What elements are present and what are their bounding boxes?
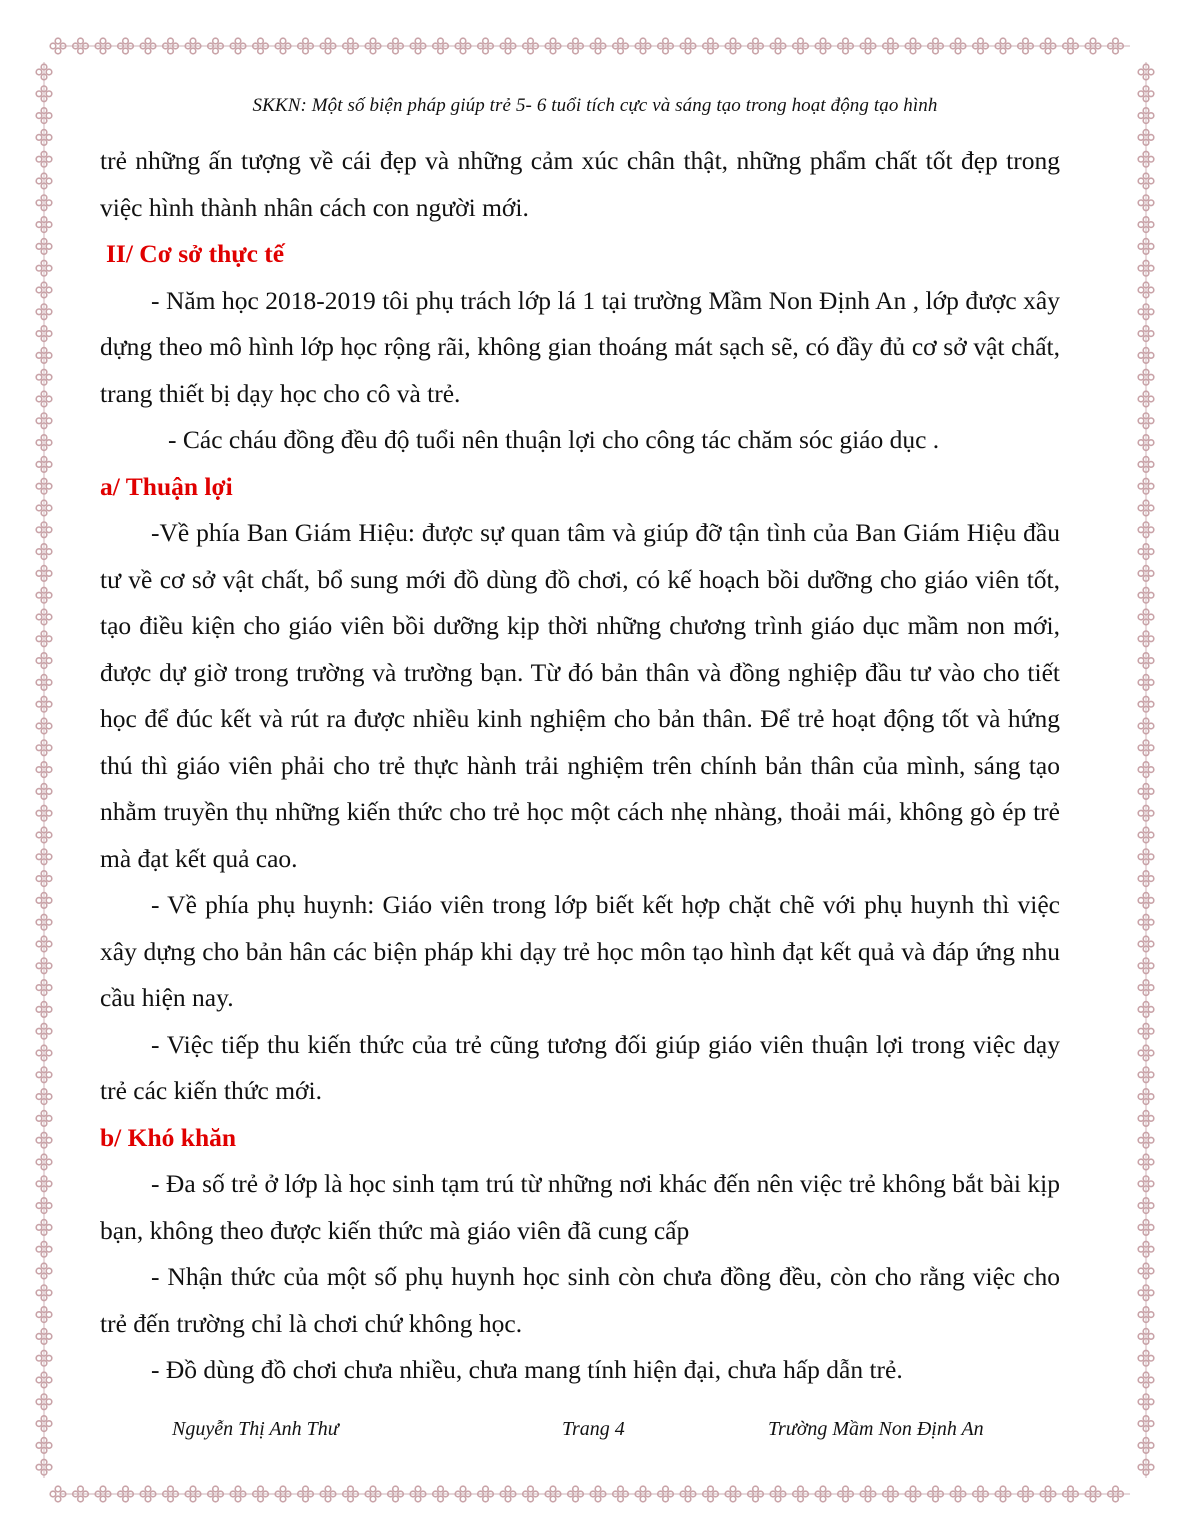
border-motif: [1138, 151, 1154, 167]
border-motif: [905, 1486, 921, 1502]
border-motif: [928, 38, 944, 54]
border-motif: [1138, 1176, 1154, 1192]
border-motif: [523, 38, 539, 54]
border-motif: [36, 173, 52, 189]
border-motif: [73, 1486, 89, 1502]
border-motif: [36, 86, 52, 102]
border-motif: [410, 1486, 426, 1502]
border-motif: [95, 1486, 111, 1502]
context-paragraph: - Các cháu đồng đều độ tuổi nên thuận lợi cho công tác chăm sóc giáo dục .: [168, 425, 940, 454]
border-motif: [36, 282, 52, 298]
advantage-paragraph: - Về phía phụ huynh: Giáo viên trong lớp biết kết hợp chặt chẽ với phụ huynh thì việc xây dựng cho bản hân các biện pháp khi dạy trẻ học môn tạo hình đạt kết quả và đáp ứng nhu cầu hiện nay.: [100, 890, 1060, 1012]
border-motif: [36, 1350, 52, 1366]
border-motif: [1138, 173, 1154, 189]
border-motif: [36, 217, 52, 233]
border-motif: [36, 1241, 52, 1257]
border-motif: [36, 391, 52, 407]
border-motif: [905, 38, 921, 54]
border-motif: [860, 1486, 876, 1502]
border-motif: [1138, 457, 1154, 473]
border-motif: [230, 38, 246, 54]
border-motif: [230, 1486, 246, 1502]
border-motif: [1138, 1198, 1154, 1214]
border-motif: [1138, 958, 1154, 974]
border-motif: [1138, 566, 1154, 582]
border-motif: [1138, 544, 1154, 560]
border-motif: [1138, 413, 1154, 429]
difficulty-paragraph: - Đa số trẻ ở lớp là học sinh tạm trú từ những nơi khác đến nên việc trẻ không bắt bài kịp bạn, không theo được kiến thức mà giáo viên đã cung cấp: [100, 1169, 1060, 1245]
border-motif: [36, 1176, 52, 1192]
border-motif: [36, 784, 52, 800]
border-motif: [815, 1486, 831, 1502]
border-motif: [1138, 914, 1154, 930]
border-motif: [703, 38, 719, 54]
border-motif: [658, 38, 674, 54]
border-motif: [1138, 1154, 1154, 1170]
border-motif: [1138, 587, 1154, 603]
border-motif: [1138, 631, 1154, 647]
border-motif: [36, 522, 52, 538]
border-motif: [36, 1045, 52, 1061]
border-motif: [388, 1486, 404, 1502]
border-motif: [1138, 1220, 1154, 1236]
section-title: II/ Cơ sở thực tế: [106, 239, 285, 268]
border-motif: [36, 130, 52, 146]
border-motif: [36, 1372, 52, 1388]
border-motif: [1138, 1023, 1154, 1039]
border-motif: [883, 1486, 899, 1502]
document-body: [100, 138, 1060, 1394]
border-motif: [950, 1486, 966, 1502]
border-motif: [1138, 871, 1154, 887]
border-motif: [725, 38, 741, 54]
border-motif: [163, 38, 179, 54]
border-motif: [1138, 1459, 1154, 1475]
border-motif: [703, 1486, 719, 1502]
border-motif: [36, 1329, 52, 1345]
border-motif: [36, 653, 52, 669]
border-motif: [36, 544, 52, 560]
border-motif: [973, 1486, 989, 1502]
border-motif: [725, 1486, 741, 1502]
border-motif: [1040, 1486, 1056, 1502]
border-motif: [1138, 718, 1154, 734]
advantage-paragraph: -Về phía Ban Giám Hiệu: được sự quan tâm và giúp đỡ tận tình của Ban Giám Hiệu đầu tư về cơ sở vật chất, bổ sung mới đồ dùng đồ chơi, có kế hoạch bồi dưỡng cho giáo viên tốt, tạo điều kiện cho giáo viên bồi dưỡng kịp thời những chương trình giáo dục mầm non mới, được dự giờ trong trường và trường bạn. Từ đó bản thân và đồng nghiệp đầu tư vào cho tiết học để đúc kết và rút ra được nhiều kinh nghiệm cho bản thân. Để trẻ hoạt động tốt và hứng thú thì giáo viên phải cho trẻ thực hành trải nghiệm trên chính bản thân của mình, sáng tạo nhằm truyền thụ những kiến thức cho trẻ học một cách nhẹ nhàng, thoải mái, không gò ép trẻ mà đạt kết quả cao.: [100, 518, 1060, 873]
border-motif: [500, 38, 516, 54]
difficulty-paragraph: - Nhận thức của một số phụ huynh học sinh còn chưa đồng đều, còn cho rằng việc cho trẻ đến trường chỉ là chơi chứ không học.: [100, 1262, 1060, 1338]
border-motif: [36, 718, 52, 734]
border-motif: [36, 958, 52, 974]
border-motif: [545, 1486, 561, 1502]
border-motif: [545, 38, 561, 54]
border-motif: [1138, 675, 1154, 691]
border-motif: [613, 38, 629, 54]
border-motif: [1040, 38, 1056, 54]
border-motif: [635, 1486, 651, 1502]
border-motif: [36, 893, 52, 909]
border-motif: [1138, 1263, 1154, 1279]
border-motif: [995, 1486, 1011, 1502]
border-motif: [36, 304, 52, 320]
border-motif: [253, 38, 269, 54]
border-motif: [478, 38, 494, 54]
border-motif: [185, 38, 201, 54]
border-motif: [568, 38, 584, 54]
border-motif: [1138, 64, 1154, 80]
border-motif: [770, 1486, 786, 1502]
border-motif: [1138, 1416, 1154, 1432]
border-motif: [523, 1486, 539, 1502]
border-motif: [838, 1486, 854, 1502]
border-motif: [36, 805, 52, 821]
border-motif: [118, 38, 134, 54]
border-motif: [1138, 369, 1154, 385]
border-motif: [253, 1486, 269, 1502]
border-motif: [298, 1486, 314, 1502]
border-motif: [1138, 609, 1154, 625]
border-motif: [928, 1486, 944, 1502]
border-motif: [36, 1263, 52, 1279]
border-motif: [478, 1486, 494, 1502]
border-motif: [320, 1486, 336, 1502]
border-motif: [1138, 1372, 1154, 1388]
border-motif: [1138, 478, 1154, 494]
border-motif: [590, 1486, 606, 1502]
advantages-heading: a/ Thuận lợi: [100, 471, 233, 501]
border-motif: [36, 827, 52, 843]
border-motif: [680, 38, 696, 54]
border-motif: [50, 1486, 66, 1502]
border-motif: [793, 1486, 809, 1502]
border-motif: [36, 1154, 52, 1170]
border-motif: [36, 587, 52, 603]
border-motif: [1138, 304, 1154, 320]
border-motif: [1138, 805, 1154, 821]
border-motif: [950, 38, 966, 54]
border-motif: [1138, 1307, 1154, 1323]
border-motif: [320, 38, 336, 54]
border-motif: [1085, 38, 1101, 54]
border-motif: [388, 38, 404, 54]
border-motif: [343, 1486, 359, 1502]
border-motif: [36, 849, 52, 865]
border-motif: [36, 151, 52, 167]
border-motif: [1138, 653, 1154, 669]
border-motif: [36, 348, 52, 364]
border-motif: [36, 1111, 52, 1127]
border-motif: [36, 478, 52, 494]
border-motif: [1138, 1067, 1154, 1083]
border-motif: [36, 108, 52, 124]
difficulty-paragraph: - Đồ dùng đồ chơi chưa nhiều, chưa mang tính hiện đại, chưa hấp dẫn trẻ.: [151, 1355, 903, 1384]
border-motif: [1018, 38, 1034, 54]
border-motif: [1138, 827, 1154, 843]
border-motif: [1108, 38, 1124, 54]
border-motif: [36, 1067, 52, 1083]
border-motif: [36, 1002, 52, 1018]
border-motif: [613, 1486, 629, 1502]
border-motif: [36, 1459, 52, 1475]
border-motif: [73, 38, 89, 54]
border-motif: [1138, 762, 1154, 778]
border-motif: [1138, 740, 1154, 756]
border-motif: [883, 38, 899, 54]
border-motif: [36, 936, 52, 952]
border-motif: [770, 38, 786, 54]
border-motif: [208, 38, 224, 54]
border-motif: [793, 38, 809, 54]
border-motif: [838, 38, 854, 54]
border-motif: [36, 1285, 52, 1301]
border-motif: [36, 457, 52, 473]
border-motif: [1085, 1486, 1101, 1502]
border-motif: [36, 1089, 52, 1105]
border-motif: [500, 1486, 516, 1502]
border-motif: [275, 38, 291, 54]
border-motif: [1138, 391, 1154, 407]
border-motif: [1108, 1486, 1124, 1502]
border-motif: [275, 1486, 291, 1502]
border-motif: [1138, 1111, 1154, 1127]
border-motif: [590, 38, 606, 54]
border-motif: [1138, 1350, 1154, 1366]
border-motif: [140, 1486, 156, 1502]
border-motif: [36, 871, 52, 887]
border-motif: [1138, 980, 1154, 996]
border-motif: [1138, 1002, 1154, 1018]
border-motif: [36, 675, 52, 691]
border-motif: [1138, 435, 1154, 451]
border-motif: [410, 38, 426, 54]
intro-continuation: trẻ những ấn tượng về cái đẹp và những cảm xúc chân thật, những phẩm chất tốt đẹp trong việc hình thành nhân cách con người mới.: [100, 146, 1060, 222]
border-motif: [343, 38, 359, 54]
border-motif: [36, 239, 52, 255]
border-motif: [1138, 130, 1154, 146]
border-motif: [185, 1486, 201, 1502]
border-motif: [1138, 1132, 1154, 1148]
context-paragraph: - Năm học 2018-2019 tôi phụ trách lớp lá 1 tại trường Mầm Non Định An , lớp được xây dựng theo mô hình lớp học rộng rãi, không gian thoáng mát sạch sẽ, có đầy đủ cơ sở vật chất, trang thiết bị dạy học cho cô và trẻ.: [100, 285, 1060, 408]
border-motif: [36, 413, 52, 429]
border-motif: [140, 38, 156, 54]
border-motif: [36, 369, 52, 385]
border-motif: [1138, 326, 1154, 342]
advantage-paragraph: - Việc tiếp thu kiến thức của trẻ cũng tương đối giúp giáo viên thuận lợi trong việc dạy trẻ các kiến thức mới.: [100, 1029, 1060, 1105]
border-motif: [1138, 195, 1154, 211]
border-motif: [36, 260, 52, 276]
border-motif: [1138, 1394, 1154, 1410]
border-motif: [1063, 38, 1079, 54]
border-motif: [298, 38, 314, 54]
border-motif: [36, 980, 52, 996]
border-motif: [50, 38, 66, 54]
border-motif: [748, 1486, 764, 1502]
border-motif: [36, 1438, 52, 1454]
border-motif: [208, 1486, 224, 1502]
border-motif: [1138, 239, 1154, 255]
border-motif: [1138, 282, 1154, 298]
border-motif: [568, 1486, 584, 1502]
border-motif: [36, 1132, 52, 1148]
border-motif: [36, 609, 52, 625]
border-motif: [36, 566, 52, 582]
border-motif: [1138, 500, 1154, 516]
border-motif: [860, 38, 876, 54]
border-motif: [36, 1220, 52, 1236]
border-motif: [433, 38, 449, 54]
border-motif: [36, 435, 52, 451]
border-motif: [365, 38, 381, 54]
border-motif: [36, 1394, 52, 1410]
border-motif: [1138, 696, 1154, 712]
border-motif: [36, 1023, 52, 1039]
border-motif: [658, 1486, 674, 1502]
border-motif: [36, 740, 52, 756]
border-motif: [1138, 1241, 1154, 1257]
border-motif: [455, 38, 471, 54]
border-motif: [36, 326, 52, 342]
footer-author: Nguyễn Thị Anh Thư: [172, 1418, 339, 1440]
border-motif: [1138, 522, 1154, 538]
border-motif: [433, 1486, 449, 1502]
border-motif: [1138, 784, 1154, 800]
border-motif: [1018, 1486, 1034, 1502]
border-motif: [1138, 1045, 1154, 1061]
difficulties-heading: b/ Khó khăn: [100, 1122, 237, 1152]
border-motif: [36, 696, 52, 712]
border-motif: [163, 1486, 179, 1502]
border-motif: [1138, 1089, 1154, 1105]
border-motif: [36, 195, 52, 211]
border-motif: [1138, 1285, 1154, 1301]
footer-page-number: Trang 4: [562, 1418, 625, 1440]
border-motif: [36, 1307, 52, 1323]
border-motif: [95, 38, 111, 54]
border-motif: [118, 1486, 134, 1502]
page-header: SKKN: Một số biện pháp giúp trẻ 5- 6 tuổi tích cực và sáng tạo trong hoạt động tạo hình: [252, 95, 938, 116]
border-motif: [36, 500, 52, 516]
border-motif: [1138, 936, 1154, 952]
border-motif: [815, 38, 831, 54]
border-motif: [748, 38, 764, 54]
border-motif: [680, 1486, 696, 1502]
footer-school: Trường Mầm Non Định An: [768, 1418, 984, 1440]
border-motif: [1138, 1329, 1154, 1345]
border-motif: [1138, 260, 1154, 276]
border-motif: [36, 914, 52, 930]
border-motif: [365, 1486, 381, 1502]
border-motif: [1138, 217, 1154, 233]
border-motif: [1138, 348, 1154, 364]
border-motif: [36, 64, 52, 80]
border-motif: [1138, 849, 1154, 865]
border-motif: [455, 1486, 471, 1502]
border-motif: [36, 631, 52, 647]
border-motif: [1138, 893, 1154, 909]
border-motif: [36, 1198, 52, 1214]
border-motif: [36, 762, 52, 778]
border-motif: [36, 1416, 52, 1432]
border-motif: [635, 38, 651, 54]
border-motif: [1138, 1438, 1154, 1454]
border-motif: [973, 38, 989, 54]
border-motif: [1063, 1486, 1079, 1502]
border-motif: [1138, 108, 1154, 124]
border-motif: [1138, 86, 1154, 102]
border-motif: [995, 38, 1011, 54]
